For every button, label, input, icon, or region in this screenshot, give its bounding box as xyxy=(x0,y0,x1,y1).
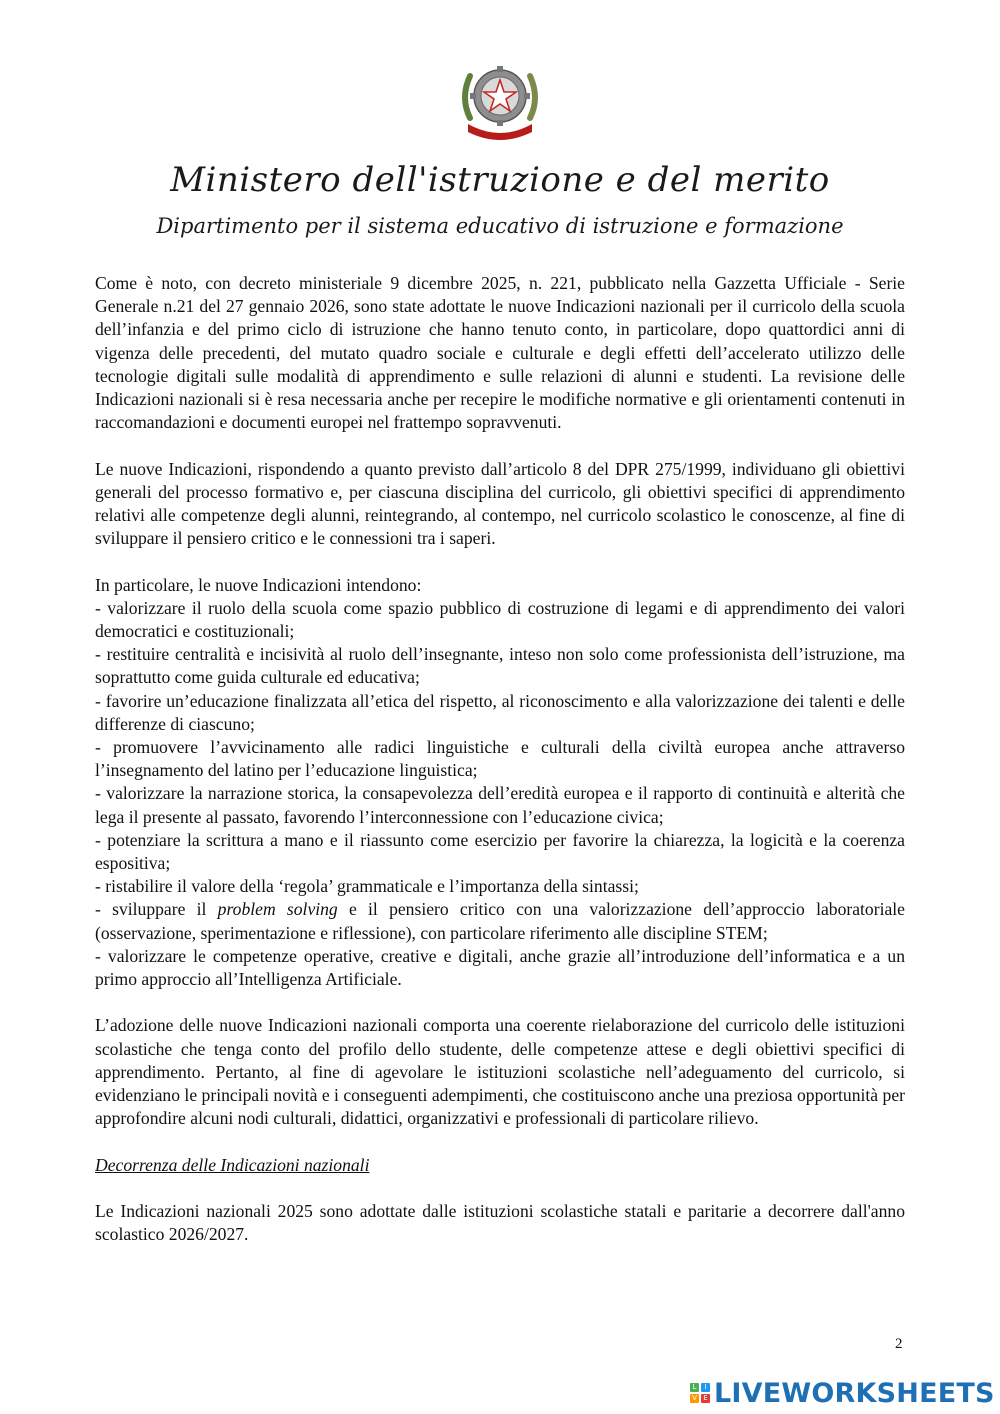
page-number: 2 xyxy=(895,1336,903,1352)
list-item: - ristabilire il valore della ‘regola’ grammaticale e l’importanza della sintassi; xyxy=(95,876,639,897)
list-item: - favorire un’educazione finalizzata all’etica del rispetto, al riconoscimento e alla valorizzazione dei talenti e delle differenze di ciascuno; xyxy=(95,690,905,734)
document-body xyxy=(95,272,905,1270)
list-item xyxy=(95,898,905,944)
list-item: - valorizzare il ruolo della scuola come spazio pubblico di costruzione di legami e di apprendimento dei valori democratici e costituzionali; xyxy=(95,597,905,642)
grid-cell-l: L xyxy=(690,1383,699,1392)
paragraph-decree: Come è noto, con decreto ministeriale 9 dicembre 2025, n. 221, pubblicato nella Gazzetta Ufficiale - Serie Generale n.21 del 27 gennaio 2026, sono state adottate le nuove Indicazioni nazionali per il curricolo della scuola dell’infanzia e del primo ciclo di istruzione che hanno tenuto conto, in particolare, dopo quattordici anni di vigenza delle precedenti, del mutato quadro sociale e culturale e degli effetti dell’accelerato utilizzo delle tecnologie digitali sulle modalità di apprendimento e sulle relazioni di alunni e studenti. La revisione delle Indicazioni nazionali si è resa necessaria anche per recepire le modifiche normative e gli orientamenti contenuti in raccomandazioni e documenti europei nel frattempo sopravvenuti. xyxy=(95,273,905,433)
paragraph-adoption: L’adozione delle nuove Indicazioni nazionali comporta una coerente rielaborazione del curricolo delle istituzioni scolastiche che tenga conto del profilo dello studente, delle competenze attese e degli obiettivi specifici di apprendimento. Pertanto, al fine di agevolare le istituzioni scolastiche nell’adeguamento del curricolo, si evidenziano le principali novità e i conseguenti adempimenti, che costituiscono anche una preziosa opportunità per approfondire alcuni nodi culturali, didattici, organizzativi e professionali di particolare rilievo. xyxy=(95,1015,905,1129)
list-item: - valorizzare la narrazione storica, la consapevolezza dell’eredità europea e il rapporto di continuità e alterità che lega il presente al passato, favorendo l’interconnessione con l’educazione civica; xyxy=(95,783,905,827)
goals-list xyxy=(95,597,905,991)
brand-name: LIVEWORKSHEETS xyxy=(714,1377,995,1409)
ministry-title: Ministero dell'istruzione e del merito xyxy=(170,160,830,200)
paragraph-objectives: Le nuove Indicazioni, rispondendo a quanto previsto dall’articolo 8 del DPR 275/1999, individuano gli obiettivi generali del processo formativo e, per ciascuna disciplina del curricolo, gli obiettivi specifici di apprendimento relativi alle competenze degli alunni, reintegrando, al contempo, nel curricolo scolastico le conoscenze, al fine di sviluppare il pensiero critico e le connessioni tra i saperi. xyxy=(95,458,905,549)
section-heading: Decorrenza delle Indicazioni nazionali xyxy=(95,1154,370,1175)
problem-solving-term: problem solving xyxy=(217,899,338,920)
list-item-text: - sviluppare il xyxy=(95,899,218,920)
liveworksheets-logo[interactable] xyxy=(690,1378,995,1408)
emblem xyxy=(452,58,548,144)
department-subtitle: Dipartimento per il sistema educativo di istruzione e formazione xyxy=(156,214,844,238)
list-item: - promuovere l’avvicinamento alle radici linguistiche e culturali della civiltà europea anche attraverso l’insegnamento del latino per l’educazione linguistica; xyxy=(95,737,905,781)
grid-cell-v: V xyxy=(690,1394,699,1403)
grid-cell-e: E xyxy=(701,1394,710,1403)
list-item-text: e il pensiero critico con una valorizzazione dell’approccio laboratoriale (osservazione, sperimentazione e riflessione), con particolare riferimento alle discipline STEM; xyxy=(95,899,905,943)
italian-republic-emblem-icon xyxy=(452,58,548,144)
list-item: - valorizzare le competenze operative, creative e digitali, anche grazie all’introduzione dell’informatica e a un primo approccio all’Intelligenza Artificiale. xyxy=(95,945,905,990)
list-item: - restituire centralità e incisività al ruolo dell’insegnante, inteso non solo come professionista dell’istruzione, ma soprattutto come guida culturale ed educativa; xyxy=(95,644,905,688)
list-intro: In particolare, le nuove Indicazioni intendono: xyxy=(95,574,422,595)
list-item: - potenziare la scrittura a mano e il riassunto come esercizio per favorire la chiarezza, la logicità e la coerenza espositiva; xyxy=(95,829,905,874)
paragraph-effective-date: Le Indicazioni nazionali 2025 sono adottate dalle istituzioni scolastiche statali e paritarie a decorrere dall'anno scolastico 2026/2027. xyxy=(95,1201,905,1245)
grid-cell-i: I xyxy=(701,1383,710,1392)
liveworksheets-grid-icon xyxy=(690,1383,710,1403)
